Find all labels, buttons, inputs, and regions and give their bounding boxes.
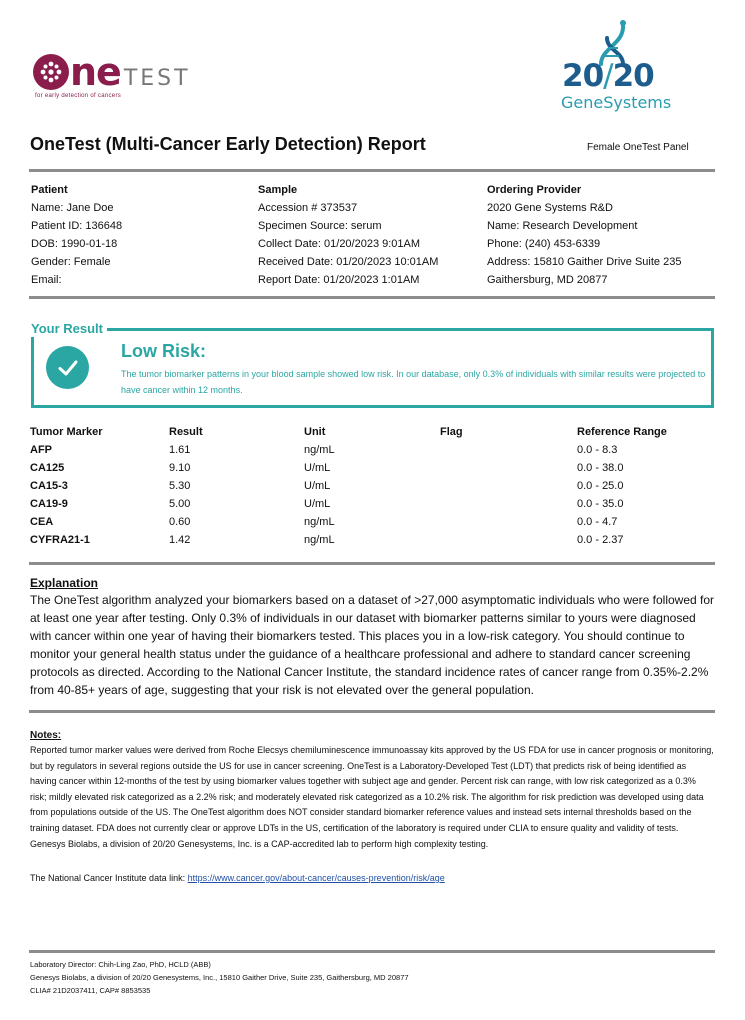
provider-info — [487, 181, 681, 289]
risk-message: The tumor biomarker patterns in your blood sample showed low risk. In our database, only 0.3% of individuals with similar results were projected to have cancer within 12 months. — [121, 369, 706, 395]
onetest-logo — [33, 52, 223, 104]
marker-unit: ng/mL — [304, 444, 335, 456]
risk-level: Low Risk: — [121, 341, 207, 361]
divider — [29, 710, 715, 713]
lab-certification: CLIA# 21D2037411, CAP# 8853535 — [30, 986, 151, 995]
sample-received-date: Received Date: 01/20/2023 10:01AM — [258, 256, 439, 268]
provider-address: Address: 15810 Gaither Drive Suite 235 — [487, 256, 682, 268]
marker-name: CA15-3 — [30, 480, 68, 492]
marker-name: CEA — [30, 516, 54, 528]
marker-result: 9.10 — [169, 462, 191, 474]
col-tumor-marker: Tumor Marker — [30, 426, 103, 438]
sample-accession: Accession # 373537 — [258, 202, 358, 214]
marker-result: 5.30 — [169, 480, 191, 492]
marker-name: CA19-9 — [30, 498, 68, 510]
lab-address: Genesys Biolabs, a division of 20/20 Genesystems, Inc., 15810 Gaither Drive, Suite 235, Gaithersburg, MD 20877 — [30, 973, 409, 982]
marker-result: 1.42 — [169, 534, 191, 546]
marker-result: 1.61 — [169, 444, 191, 456]
provider-name: Name: Research Development — [487, 220, 638, 232]
table-row — [30, 441, 690, 459]
provider-heading: Ordering Provider — [487, 184, 582, 196]
logo-tagline: for early detection of cancers — [35, 93, 122, 99]
marker-unit: ng/mL — [304, 516, 335, 528]
divider — [29, 562, 715, 565]
col-reference-range: Reference Range — [577, 426, 667, 438]
table-row — [30, 531, 690, 549]
marker-unit: U/mL — [304, 462, 331, 474]
marker-result: 0.60 — [169, 516, 191, 528]
patient-gender: Gender: Female — [31, 256, 111, 268]
marker-unit: U/mL — [304, 480, 331, 492]
explanation-title: Explanation — [30, 576, 99, 590]
check-icon — [46, 346, 89, 389]
marker-reference: 0.0 - 8.3 — [577, 444, 618, 456]
divider — [29, 169, 715, 172]
onetest-wordmark — [33, 52, 191, 92]
logo-year-left: 20 — [562, 58, 604, 94]
flower-icon — [33, 54, 69, 90]
patient-heading: Patient — [31, 184, 68, 196]
sample-collect-date: Collect Date: 01/20/2023 9:01AM — [258, 238, 421, 250]
provider-phone: Phone: (240) 453-6339 — [487, 238, 601, 250]
marker-result: 5.00 — [169, 498, 191, 510]
sample-info — [258, 181, 438, 289]
logo-company: GeneSystems — [561, 93, 672, 112]
patient-id: Patient ID: 136648 — [31, 220, 123, 232]
table-row — [30, 513, 690, 531]
sample-source: Specimen Source: serum — [258, 220, 382, 232]
col-result: Result — [169, 426, 203, 438]
marker-name: AFP — [30, 444, 52, 456]
test-wordmark: TEST — [123, 66, 191, 91]
result-label: Your Result — [31, 321, 107, 337]
marker-unit: U/mL — [304, 498, 331, 510]
genesystems-logo — [555, 18, 675, 113]
panel-name: Female OneTest Panel — [587, 142, 689, 153]
patient-dob: DOB: 1990-01-18 — [31, 238, 118, 250]
nci-link-line — [30, 871, 445, 886]
patient-info — [31, 181, 122, 289]
patient-name: Name: Jane Doe — [31, 202, 114, 214]
marker-reference: 0.0 - 25.0 — [577, 480, 624, 492]
marker-reference: 0.0 - 4.7 — [577, 516, 618, 528]
marker-reference: 0.0 - 35.0 — [577, 498, 624, 510]
table-header — [30, 423, 690, 441]
sample-report-date: Report Date: 01/20/2023 1:01AM — [258, 274, 420, 286]
marker-unit: ng/mL — [304, 534, 335, 546]
table-row — [30, 495, 690, 513]
logo-year: 20/20 — [562, 58, 654, 94]
table-row — [30, 477, 690, 495]
result-box — [31, 321, 714, 408]
one-suffix: ne — [70, 50, 121, 94]
footer — [30, 958, 409, 997]
notes-title: Notes: — [30, 730, 62, 741]
marker-name: CYFRA21-1 — [30, 534, 90, 546]
report-title: OneTest (Multi-Cancer Early Detection) Report — [30, 134, 426, 154]
marker-name: CA125 — [30, 462, 65, 474]
provider-city: Gaithersburg, MD 20877 — [487, 274, 608, 286]
divider — [29, 950, 715, 953]
provider-org: 2020 Gene Systems R&D — [487, 202, 613, 214]
marker-reference: 0.0 - 38.0 — [577, 462, 624, 474]
logo-year-right: 20 — [612, 58, 654, 94]
divider — [29, 296, 715, 299]
nci-data-link[interactable]: https://www.cancer.gov/about-cancer/causes-prevention/risk/age — [187, 873, 445, 883]
tumor-marker-table — [30, 423, 690, 549]
explanation-body: The OneTest algorithm analyzed your biomarkers based on a dataset of >27,000 asymptomatic individuals who were followed for at least one year after testing. Only 0.3% of individuals in our dataset with biomarker patterns similar to yours were diagnosed with cancer within one year of having their biomarkers tested. This places you in a low-risk category. You should continue to monitor your general health status under the guidance of a healthcare professional and adhere to standard cancer screening protocols as directed. According to the National Cancer Institute, the standard incidence rates of cancer range from 0.35%-2.2% from 40-85+ years of age, suggesting that your risk is not elevated over the general population. — [30, 593, 715, 697]
sample-heading: Sample — [258, 184, 298, 196]
col-unit: Unit — [304, 426, 326, 438]
marker-reference: 0.0 - 2.37 — [577, 534, 624, 546]
one-wordmark — [33, 52, 121, 92]
nci-link-label: The National Cancer Institute data link: — [30, 873, 188, 883]
notes-body: Reported tumor marker values were derived from Roche Elecsys chemiluminescence immunoassay kits approved by the US FDA for use in cancer prognosis or monitoring, but by regulators in several regions outside the US for use in cancer screening. OneTest is a Laboratory-Developed Test (LDT) that predicts risk of being identified as having cancer within 12-months of the test by using biomarker values together with subject age and gender. Percent risk can range, with low risk categorized as a 0.3% risk; mildly elevated risk categorized as a 2.2% risk; and moderately elevated risk categorized as a 10.2% risk. The algorithm for risk prediction was developed using data from populations outside of the US. The OneTest algorithm does NOT consider standard biomarker reference values and instead sets internal thresholds based on the training dataset. FDA does not currently clear or approve LDTs in the US, certification of the laboratory is required under CLIA to ensure quality and validity of tests. Genesys Biolabs, a division of 20/20 Genesystems, Inc. is a CAP-accredited lab to perform high complexity testing. — [30, 745, 714, 849]
table-row — [30, 459, 690, 477]
lab-director: Laboratory Director: Chih-Ling Zao, PhD, HCLD (ABB) — [30, 960, 211, 969]
patient-email: Email: — [31, 274, 62, 286]
col-flag: Flag — [440, 426, 463, 438]
